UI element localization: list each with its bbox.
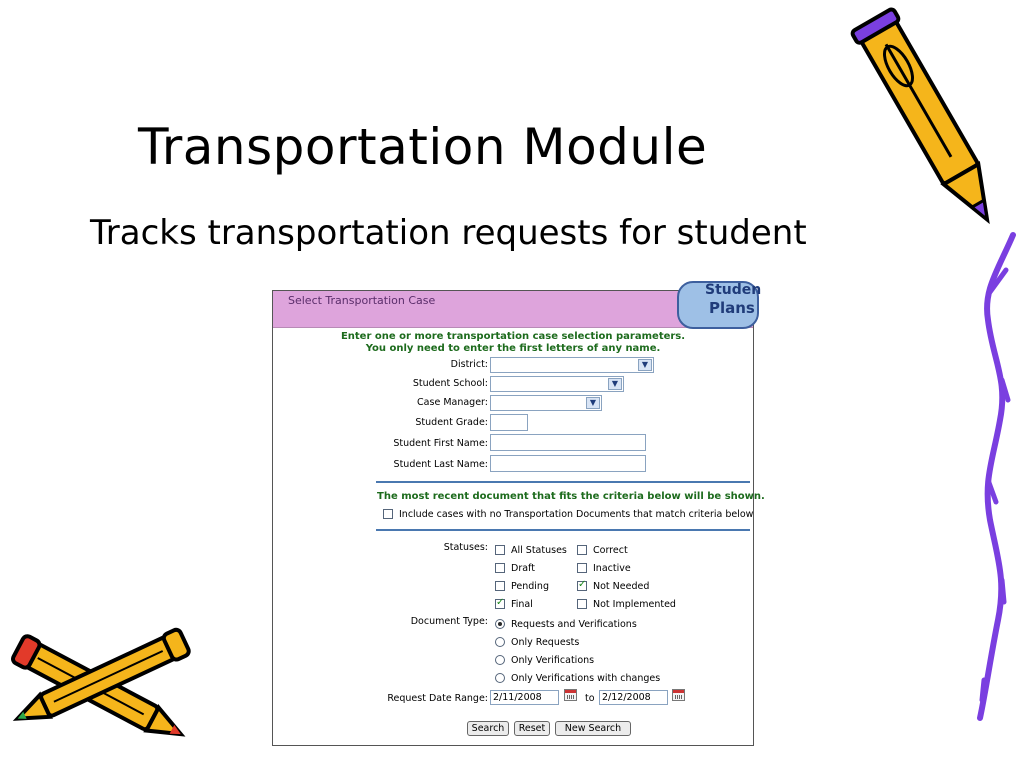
status-inactive-checkbox[interactable] xyxy=(577,563,587,573)
doc-type-requests-verifications-radio[interactable] xyxy=(495,619,505,629)
last-name-label: Student Last Name: xyxy=(393,459,488,470)
case-manager-label: Case Manager: xyxy=(417,397,488,408)
grade-label: Student Grade: xyxy=(415,417,488,428)
status-label: Correct xyxy=(593,545,628,556)
status-label: Draft xyxy=(511,563,535,574)
pencil-top-right-icon xyxy=(860,2,1005,247)
crossed-pencils-icon xyxy=(0,620,205,760)
last-name-input[interactable] xyxy=(490,455,646,472)
criteria-note: The most recent document that fits the criteria below will be shown. xyxy=(377,491,765,502)
chevron-down-icon: ▼ xyxy=(638,359,652,371)
status-not-implemented-checkbox[interactable] xyxy=(577,599,587,609)
doc-type-only-requests-radio[interactable] xyxy=(495,637,505,647)
doc-type-label: Only Verifications xyxy=(511,655,595,666)
instructions-line-1: Enter one or more transportation case selection parameters. xyxy=(340,331,686,342)
status-correct-checkbox[interactable] xyxy=(577,545,587,555)
chevron-down-icon: ▼ xyxy=(586,397,600,409)
first-name-input[interactable] xyxy=(490,434,646,451)
status-label: Not Implemented xyxy=(593,599,676,610)
slide-title: Transportation Module xyxy=(138,118,708,176)
date-range-label: Request Date Range: xyxy=(387,693,488,704)
reset-button[interactable]: Reset xyxy=(514,721,550,736)
status-label: Inactive xyxy=(593,563,631,574)
section-divider xyxy=(376,529,750,531)
slide-subtitle: Tracks transportation requests for student xyxy=(90,213,807,253)
chevron-down-icon: ▼ xyxy=(608,378,622,390)
date-to-word: to xyxy=(585,693,595,704)
student-plans-logo xyxy=(677,281,762,329)
doc-type-label: Only Verifications with changes xyxy=(511,673,661,684)
status-draft-checkbox[interactable] xyxy=(495,563,505,573)
statuses-label: Statuses: xyxy=(443,542,488,553)
status-label: Pending xyxy=(511,581,549,592)
grade-input[interactable] xyxy=(490,414,528,431)
status-not-needed-checkbox[interactable] xyxy=(577,581,587,591)
district-label: District: xyxy=(450,359,488,370)
calendar-icon[interactable] xyxy=(564,689,577,701)
doc-type-label: Requests and Verifications xyxy=(511,619,637,630)
transportation-case-screen xyxy=(272,282,765,746)
school-label: Student School: xyxy=(412,378,488,389)
section-divider xyxy=(376,481,750,483)
include-cases-checkbox[interactable] xyxy=(383,509,393,519)
doc-type-label: Only Requests xyxy=(511,637,580,648)
logo-text-main: Plans xyxy=(709,299,755,317)
status-pending-checkbox[interactable] xyxy=(495,581,505,591)
search-button[interactable]: Search xyxy=(467,721,509,736)
first-name-label: Student First Name: xyxy=(393,438,488,449)
doc-type-verifications-changes-radio[interactable] xyxy=(495,673,505,683)
include-cases-label: Include cases with no Transportation Documents that match criteria below xyxy=(399,509,754,520)
doc-type-only-verifications-radio[interactable] xyxy=(495,655,505,665)
screen-header-title: Select Transportation Case xyxy=(288,294,436,307)
school-select[interactable] xyxy=(490,376,624,392)
status-label: Not Needed xyxy=(593,581,650,592)
status-all-checkbox[interactable] xyxy=(495,545,505,555)
doc-type-label: Document Type: xyxy=(410,616,488,627)
instructions-line-2: You only need to enter the first letters of any name. xyxy=(365,343,661,354)
status-label: Final xyxy=(511,599,533,610)
calendar-icon[interactable] xyxy=(672,689,685,701)
logo-text-top: Studen xyxy=(705,282,762,298)
status-label: All Statuses xyxy=(511,545,567,556)
case-manager-select[interactable] xyxy=(490,395,602,411)
district-select[interactable] xyxy=(490,357,654,373)
new-search-button[interactable]: New Search xyxy=(555,721,631,736)
date-to-input[interactable]: 2/12/2008 xyxy=(599,690,668,705)
screen-header xyxy=(273,282,762,328)
squiggle-line-icon xyxy=(968,230,1024,722)
status-final-checkbox[interactable] xyxy=(495,599,505,609)
date-from-input[interactable]: 2/11/2008 xyxy=(490,690,559,705)
